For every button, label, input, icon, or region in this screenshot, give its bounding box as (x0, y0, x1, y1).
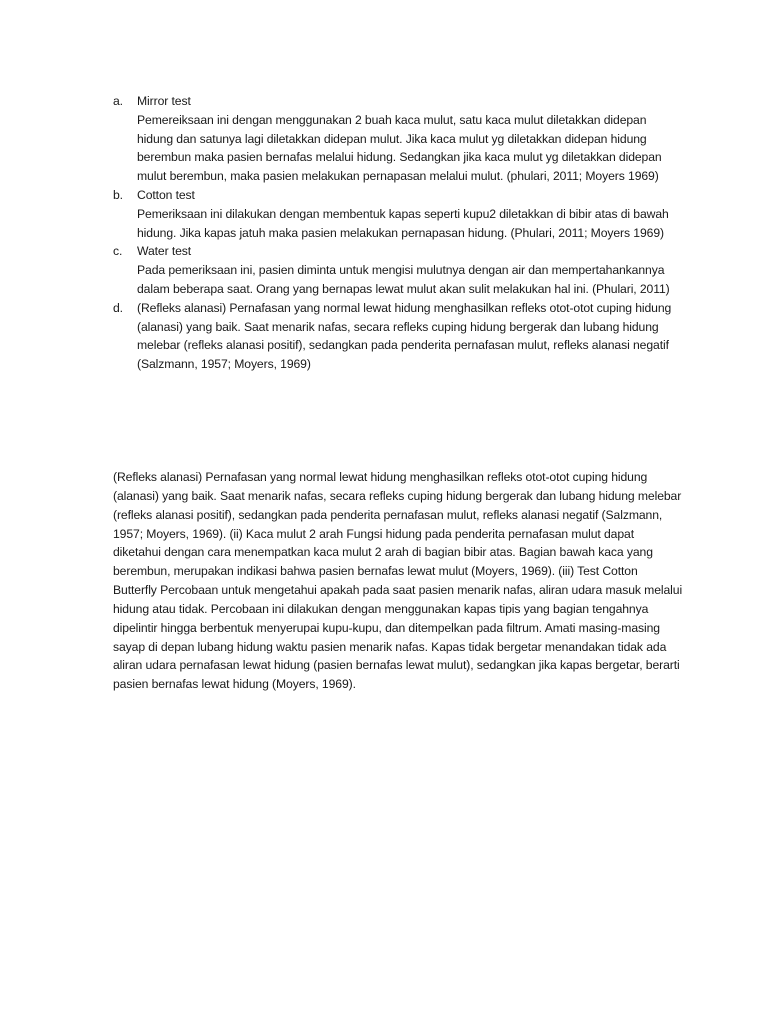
list-item-body (137, 299, 683, 374)
list-item-mirror-test (113, 92, 683, 186)
list-item-body (137, 186, 683, 242)
list-marker: c. (113, 244, 123, 259)
list-item-text: Pemereiksaan ini dengan menggunakan 2 buah kaca mulut, satu kaca mulut diletakkan didepan hidung dan satunya lagi diletakkan didepan mulut. Jika kaca mulut yg diletakkan didepan hidung berembun maka pasien bernafas melalui hidung. Sedangkan jika kaca mulut yg diletakkan didepan mulut berembun, maka pasien melakukan pernapasan melalui mulut. (phulari, 2011; Moyers 1969) (137, 112, 662, 184)
list-item-text: Pemeriksaan ini dilakukan dengan membentuk kapas seperti kupu2 diletakkan di bibir atas di bawah hidung. Jika kapas jatuh maka pasien melakukan pernapasan hidung. (Phulari, 2011; Moyers 1969) (137, 206, 669, 240)
list-marker: b. (113, 187, 123, 202)
list-item-body (137, 242, 683, 298)
list-item-refleks-alanasi (113, 299, 683, 374)
list-marker: d. (113, 300, 123, 315)
list-item-body (137, 92, 683, 186)
list-item-text: (Refleks alanasi) Pernafasan yang normal lewat hidung menghasilkan refleks otot-otot cuping hidung (alanasi) yang baik. Saat menarik nafas, secara refleks cuping hidung bergerak dan lubang hidung melebar (refleks alanasi positif), sedangkan pada penderita pernafasan mulut, refleks alanasi negatif (Salzmann, 1957; Moyers, 1969) (137, 300, 672, 372)
list-item-title: Mirror test (137, 94, 191, 108)
list-item-title: Cotton test (137, 187, 195, 202)
list-item-cotton-test (113, 186, 683, 242)
body-paragraph: (Refleks alanasi) Pernafasan yang normal lewat hidung menghasilkan refleks otot-otot cuping hidung (alanasi) yang baik. Saat menarik nafas, secara refleks cuping hidung bergerak dan lubang hidung melebar (refleks alanasi positif), sedangkan pada penderita pernafasan mulut, refleks alanasi negatif (Salzmann, 1957; Moyers, 1969). (ii) Kaca mulut 2 arah Fungsi hidung pada penderita pernafasan mulut dapat diketahui dengan cara menempatkan kaca mulut 2 arah di bagian bibir atas. Bagian bawah kaca yang berembun, merupakan indikasi bahwa pasien bernafas lewat mulut (Moyers, 1969). (iii) Test Cotton Butterfly Percobaan untuk mengetahui apakah pada saat pasien menarik nafas, aliran udara masuk melalui hidung atau tidak. Percobaan ini dilakukan dengan menggunakan kapas tipis yang bagian tengahnya dipelintir hingga berbentuk menyerupai kupu-kupu, dan ditempelkan pada filtrum. Amati masing-masing sayap di depan lubang hidung waktu pasien menarik nafas. Kapas tidak bergetar menandakan tidak ada aliran udara pernafasan lewat hidung (pasien bernafas lewat mulut), sedangkan jika kapas bergetar, berarti pasien bernafas lewat hidung (Moyers, 1969). (113, 470, 683, 692)
list-marker: a. (113, 94, 123, 108)
list-item-water-test (113, 242, 683, 298)
test-list (113, 92, 683, 374)
list-item-text: Pada pemeriksaan ini, pasien diminta untuk mengisi mulutnya dengan air dan mempertahankannya dalam beberapa saat. Orang yang bernapas lewat mulut akan sulit melakukan hal ini. (Phulari, 2011) (137, 263, 670, 296)
list-item-title: Water test (137, 244, 192, 259)
